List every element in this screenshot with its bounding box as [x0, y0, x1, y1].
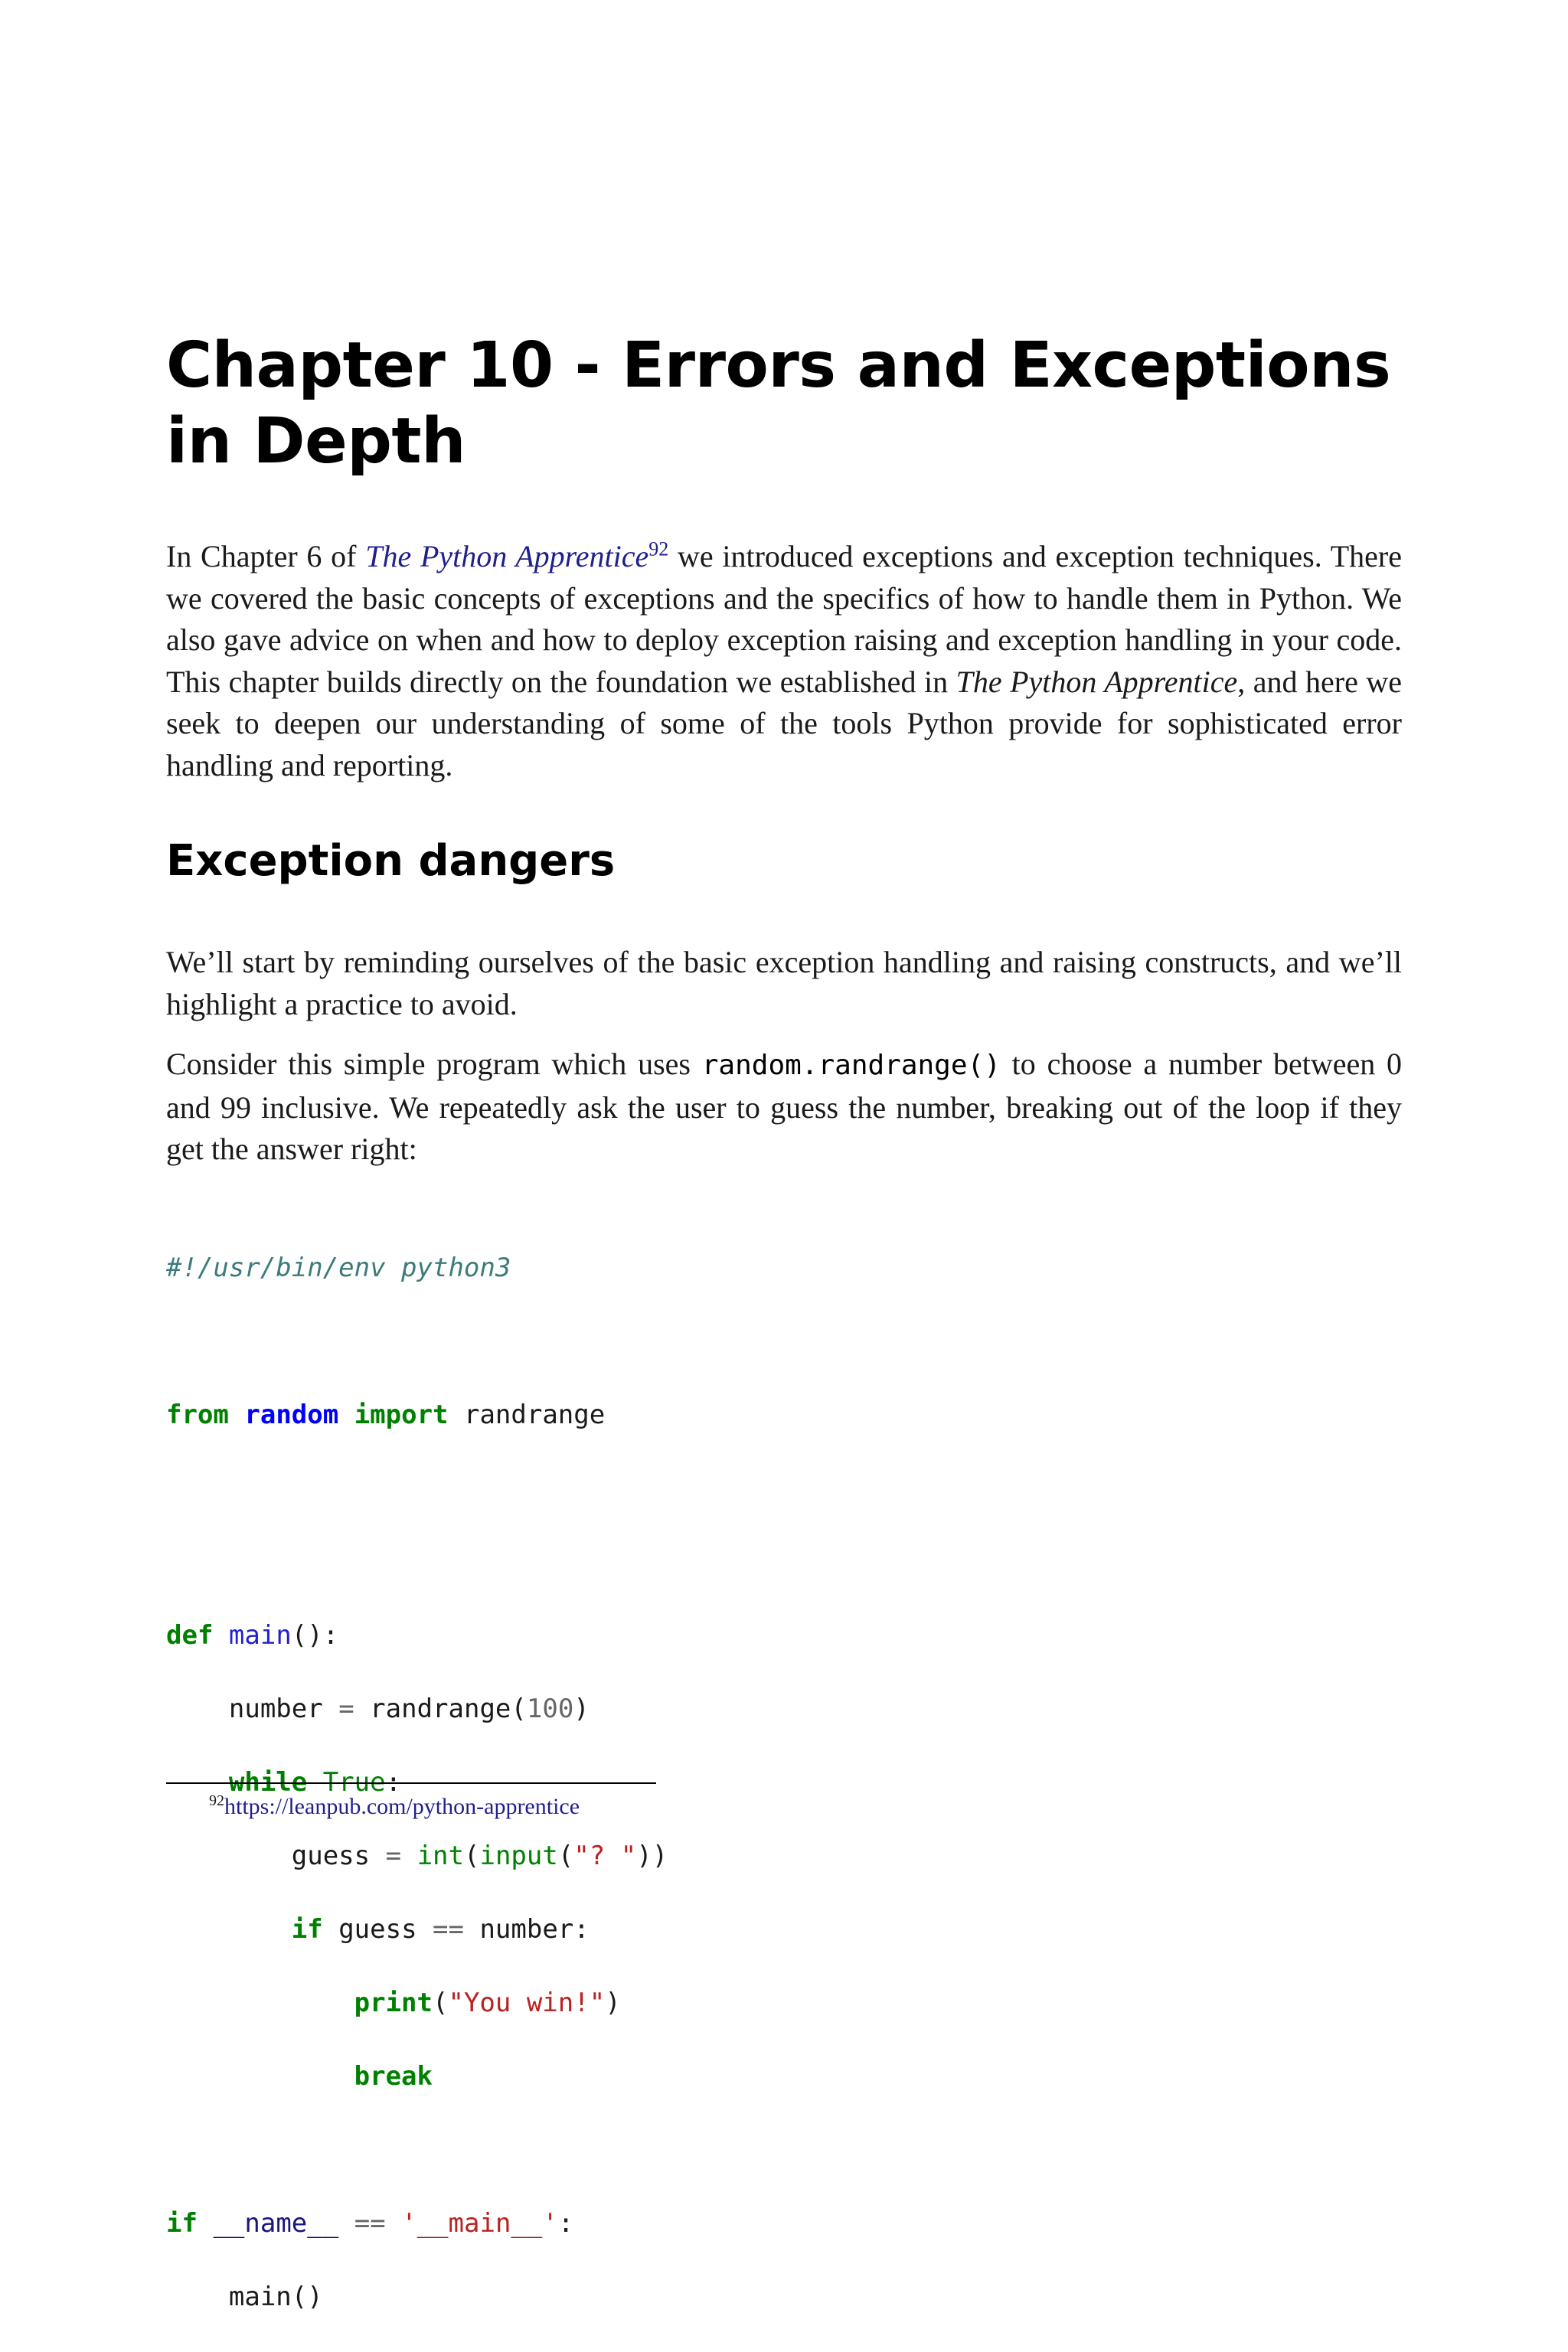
code-line	[166, 1911, 668, 1948]
colon: :	[557, 2208, 574, 2239]
book-page	[166, 0, 1402, 2312]
section-paragraph-1: We’ll start by reminding ourselves of the basic exception handling and raising constructs, and we’ll highlight a practice to avoid.	[166, 945, 1402, 1021]
assign-operator: =	[385, 1841, 402, 1871]
footnote-number: 92	[209, 1792, 224, 1809]
code-line	[166, 1250, 668, 1286]
string-literal: '__main__'	[401, 2208, 558, 2239]
break-keyword: break	[354, 2061, 433, 2092]
string-literal: "You win!"	[448, 1988, 606, 2018]
true-literal: True	[322, 1767, 386, 1798]
builtin-int: int	[416, 1841, 464, 1871]
intro-paragraph	[166, 536, 1402, 786]
builtin-print: print	[354, 1988, 433, 2018]
section-paragraph-2	[166, 1044, 1402, 1171]
code-line	[166, 1617, 668, 1654]
builtin-input: input	[479, 1841, 558, 1871]
variable-name: number:	[463, 1914, 590, 1945]
while-keyword: while	[228, 1767, 308, 1798]
main-call: main()	[228, 2282, 323, 2312]
variable-name: number	[228, 1694, 323, 1724]
intro-text-b: we introduced exceptions and exception techniques. There we covered the basic concepts of exceptions and the specifics of how to handle them in Python. We also gave advice on when and how to deploy exception raising and exception handling in your code. This chapter builds directly on the foundation we established in	[166, 539, 1402, 699]
if-keyword: if	[291, 1914, 323, 1945]
chapter-title: Chapter 10 - Errors and Exceptions in Depth	[166, 329, 1391, 478]
footnote-ref[interactable]: 92	[648, 537, 669, 560]
intro-text-a: In Chapter 6 of	[166, 539, 366, 573]
paren: )	[573, 1694, 590, 1724]
book-link[interactable]: The Python Apprentice	[365, 539, 649, 573]
code-line: guess = int(input("? "))	[291, 1841, 668, 1871]
import-keyword: import	[354, 1400, 449, 1430]
code-line	[166, 1690, 668, 1727]
compare-operator: ==	[433, 1914, 464, 1945]
footnote-rule	[166, 1782, 656, 1784]
number-literal: 100	[526, 1694, 574, 1724]
paren: )	[605, 1988, 621, 2018]
variable-name: guess	[322, 1914, 433, 1945]
function-signature: ():	[291, 1620, 339, 1651]
code-line-blank	[166, 1323, 668, 1360]
code-line	[166, 2278, 668, 2315]
function-name: main	[228, 1620, 292, 1651]
assign-operator: =	[338, 1694, 354, 1724]
from-keyword: from	[166, 1400, 229, 1430]
inline-code: random.randrange()	[701, 1050, 1001, 1081]
code-line-blank	[166, 1544, 668, 1580]
code-line-blank	[166, 2132, 668, 2168]
section-title: Exception dangers	[166, 836, 616, 886]
footnote	[209, 1792, 580, 1822]
def-keyword: def	[166, 1620, 214, 1651]
code-line: print("You win!")	[354, 1988, 621, 2018]
call-name: randrange(	[370, 1694, 527, 1724]
code-line-blank	[166, 1470, 668, 1507]
colon: :	[385, 1767, 402, 1798]
variable-name: guess	[291, 1841, 371, 1871]
intro-text-c: , and here we seek to deepen our understanding of some of the tools Python provide for sophisticated error handling and reporting.	[166, 664, 1402, 782]
imported-name: randrange	[448, 1400, 606, 1430]
dunder-name: __name__	[213, 2208, 339, 2239]
compare-operator: ==	[354, 2208, 386, 2239]
shebang-comment: #!/usr/bin/env python3	[166, 1253, 511, 1283]
module-name: random	[244, 1400, 339, 1430]
book-title-italic: The Python Apprentice	[956, 664, 1238, 699]
p2-text-b: to choose a number between 0 and 99 inclusive. We repeatedly ask the user to guess the number, breaking out of the loop if they get the answer right:	[166, 1047, 1402, 1166]
string-literal: "? "	[573, 1841, 637, 1871]
p2-text-a: Consider this simple program which uses	[166, 1047, 702, 1081]
code-line	[166, 1396, 668, 1433]
code-line	[166, 2205, 668, 2242]
if-keyword: if	[166, 2208, 198, 2239]
footnote-link[interactable]: https://leanpub.com/python-apprentice	[224, 1794, 580, 1819]
paren: ))	[636, 1841, 668, 1871]
code-line	[166, 2058, 668, 2095]
